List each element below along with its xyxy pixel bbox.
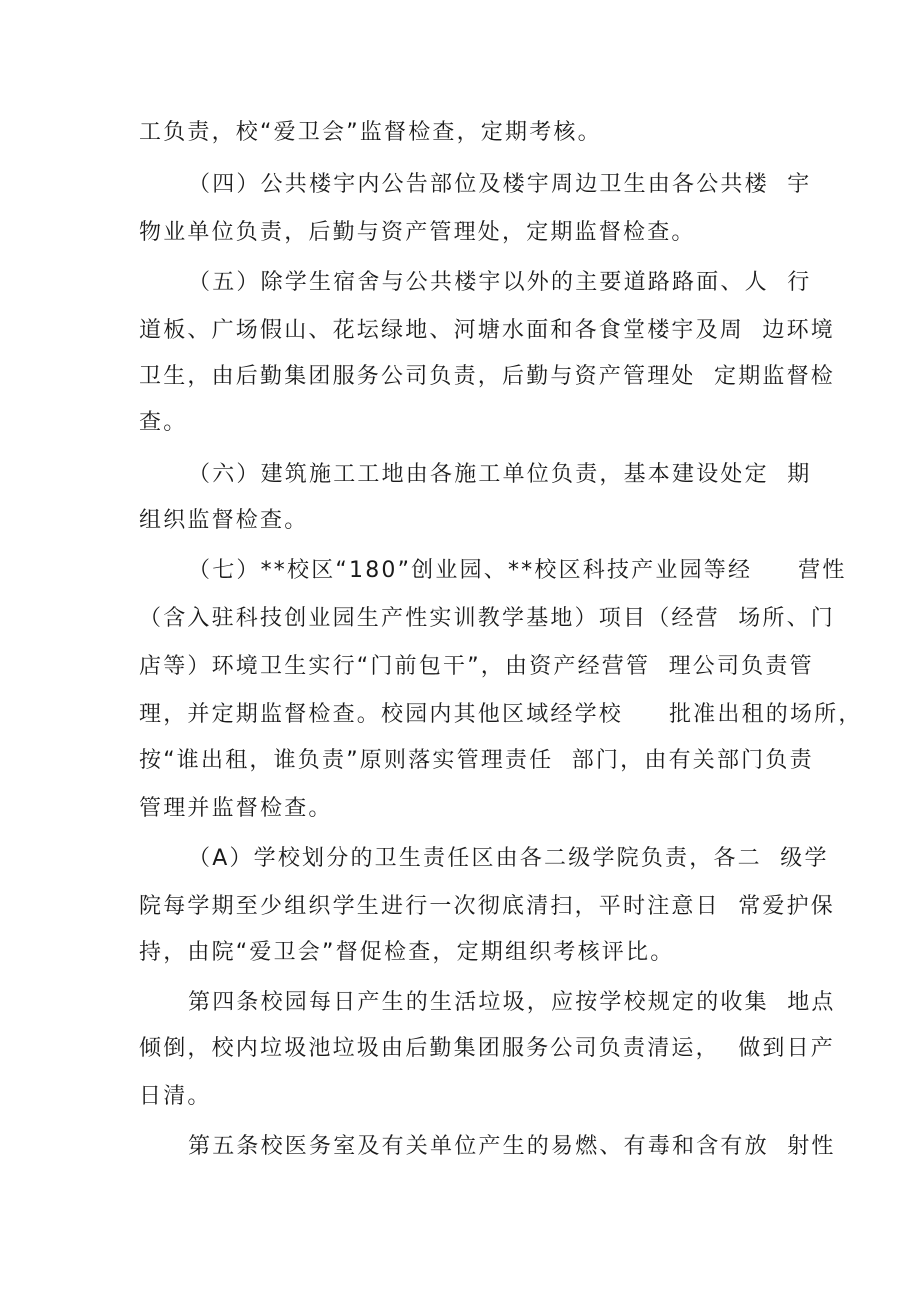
text-line: （五）除学生宿舍与公共楼宇以外的主要道路路面、人 行 — [188, 270, 812, 295]
text-line: 按“谁出租，谁负责”原则落实管理责任 部门，由有关部门负责 — [139, 748, 814, 773]
text-line: 查。 — [139, 410, 188, 435]
text-line: （四）公共楼宇内公告部位及楼宇周边卫生由各公共楼 宇 — [188, 172, 812, 197]
text-line: 工负责，校“爱卫会”监督检查，定期考核。 — [139, 120, 602, 145]
text-line: 理，并定期监督检查。校园内其他区域经学校 批准出租的场所， — [139, 702, 863, 727]
text-line: 道板、广场假山、花坛绿地、河塘水面和各食堂楼宇及周 边环境 — [139, 318, 835, 343]
text-line: 物业单位负责，后勤与资产管理处，定期监督检查。 — [139, 220, 696, 245]
text-line: （A）学校划分的卫生责任区由各二级学院负责，各二 级学 — [188, 846, 829, 871]
text-line: 倾倒，校内垃圾池垃圾由后勤集团服务公司负责清运， 做到日产 — [139, 1036, 835, 1061]
text-line: 第四条校园每日产生的生活垃圾，应按学校规定的收集 地点 — [188, 990, 836, 1015]
text-line: （含入驻科技创业园生产性实训教学基地）项目（经营 场所、门 — [139, 606, 835, 631]
text-line: 卫生，由后勤集团服务公司负责，后勤与资产管理处 定期监督检 — [139, 364, 835, 389]
text-line: 院每学期至少组织学生进行一次彻底清扫，平时注意日 常爱护保 — [139, 894, 835, 919]
text-line: （七）**校区“180”创业园、**校区科技产业园等经 营性 — [188, 558, 847, 583]
text-line: 日清。 — [139, 1084, 212, 1109]
text-line: 第五条校医务室及有关单位产生的易燃、有毒和含有放 射性 — [188, 1134, 836, 1159]
text-line: 持，由院“爱卫会”督促检查，定期组织考核评比。 — [139, 940, 675, 965]
text-line: 管理并监督检查。 — [139, 796, 333, 821]
text-line: 组织监督检查。 — [139, 508, 309, 533]
text-line: （六）建筑施工工地由各施工单位负责，基本建设处定 期 — [188, 462, 812, 487]
text-line: 店等）环境卫生实行“门前包干”，由资产经营管 理公司负责管 — [139, 654, 814, 679]
